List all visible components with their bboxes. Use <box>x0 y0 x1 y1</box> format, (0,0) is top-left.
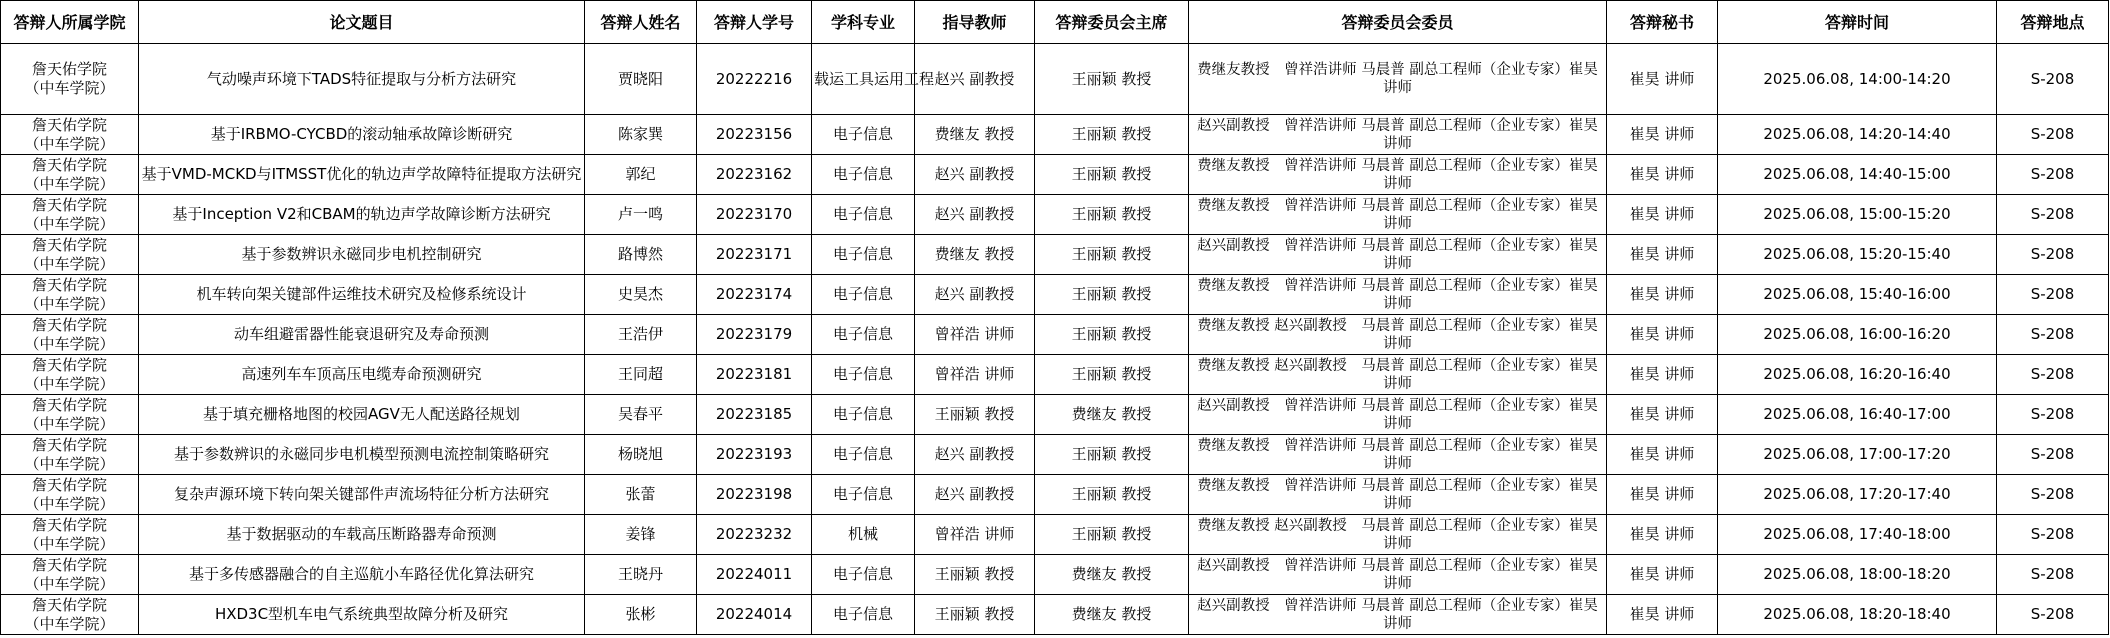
defense-location-cell: S-208 <box>1997 195 2109 235</box>
committee-chair-cell: 王丽颖 教授 <box>1035 235 1189 275</box>
table-row <box>1 555 2109 595</box>
header-cell: 答辩委员会主席 <box>1035 1 1189 44</box>
advisor-cell: 王丽颖 教授 <box>915 555 1035 595</box>
committee-members-cell: 赵兴副教授 曾祥浩讲师 马晨普 副总工程师（企业专家）崔昊讲师 <box>1189 555 1607 595</box>
defense-location-cell: S-208 <box>1997 115 2109 155</box>
secretary-cell: 崔昊 讲师 <box>1607 275 1718 315</box>
defense-time-cell: 2025.06.08, 15:00-15:20 <box>1718 195 1997 235</box>
college-cell: 詹天佑学院 （中车学院） <box>1 315 139 355</box>
student-name-cell: 路博然 <box>585 235 697 275</box>
advisor-cell: 赵兴 副教授 <box>915 44 1035 115</box>
defense-time-cell: 2025.06.08, 14:40-15:00 <box>1718 155 1997 195</box>
college-cell: 詹天佑学院 （中车学院） <box>1 515 139 555</box>
college-cell: 詹天佑学院 （中车学院） <box>1 595 139 635</box>
committee-chair-cell: 王丽颖 教授 <box>1035 315 1189 355</box>
advisor-cell: 赵兴 副教授 <box>915 475 1035 515</box>
header-cell: 答辩时间 <box>1718 1 1997 44</box>
college-cell: 詹天佑学院 （中车学院） <box>1 235 139 275</box>
committee-members-cell: 费继友教授 赵兴副教授 马晨普 副总工程师（企业专家）崔昊讲师 <box>1189 315 1607 355</box>
defense-location-cell: S-208 <box>1997 555 2109 595</box>
table-row <box>1 395 2109 435</box>
defense-location-cell: S-208 <box>1997 155 2109 195</box>
advisor-cell: 费继友 教授 <box>915 115 1035 155</box>
major-cell: 电子信息 <box>812 235 915 275</box>
committee-members-cell: 费继友教授 曾祥浩讲师 马晨普 副总工程师（企业专家）崔昊讲师 <box>1189 475 1607 515</box>
student-id-cell: 20224011 <box>697 555 812 595</box>
college-cell: 詹天佑学院 （中车学院） <box>1 395 139 435</box>
college-cell: 詹天佑学院 （中车学院） <box>1 115 139 155</box>
committee-members-cell: 费继友教授 曾祥浩讲师 马晨普 副总工程师（企业专家）崔昊讲师 <box>1189 435 1607 475</box>
major-cell: 电子信息 <box>812 355 915 395</box>
committee-members-cell: 费继友教授 赵兴副教授 马晨普 副总工程师（企业专家）崔昊讲师 <box>1189 515 1607 555</box>
table-row <box>1 475 2109 515</box>
committee-chair-cell: 王丽颖 教授 <box>1035 195 1189 235</box>
table-row <box>1 195 2109 235</box>
secretary-cell: 崔昊 讲师 <box>1607 595 1718 635</box>
college-cell: 詹天佑学院 （中车学院） <box>1 275 139 315</box>
thesis-title-cell: 机车转向架关键部件运维技术研究及检修系统设计 <box>139 275 585 315</box>
header-cell: 论文题目 <box>139 1 585 44</box>
thesis-title-cell: 基于填充栅格地图的校园AGV无人配送路径规划 <box>139 395 585 435</box>
advisor-cell: 赵兴 副教授 <box>915 195 1035 235</box>
student-id-cell: 20223156 <box>697 115 812 155</box>
major-cell: 电子信息 <box>812 115 915 155</box>
student-name-cell: 王同超 <box>585 355 697 395</box>
table-row <box>1 44 2109 115</box>
header-row <box>1 1 2109 44</box>
header-cell: 学科专业 <box>812 1 915 44</box>
thesis-title-cell: 基于多传感器融合的自主巡航小车路径优化算法研究 <box>139 555 585 595</box>
table-row <box>1 315 2109 355</box>
table-row <box>1 155 2109 195</box>
student-name-cell: 王浩伊 <box>585 315 697 355</box>
defense-time-cell: 2025.06.08, 16:20-16:40 <box>1718 355 1997 395</box>
thesis-title-cell: 气动噪声环境下TADS特征提取与分析方法研究 <box>139 44 585 115</box>
student-id-cell: 20223162 <box>697 155 812 195</box>
student-name-cell: 张彬 <box>585 595 697 635</box>
table-row <box>1 355 2109 395</box>
student-name-cell: 郭纪 <box>585 155 697 195</box>
college-cell: 詹天佑学院 （中车学院） <box>1 155 139 195</box>
thesis-title-cell: 基于参数辨识的永磁同步电机模型预测电流控制策略研究 <box>139 435 585 475</box>
defense-time-cell: 2025.06.08, 17:20-17:40 <box>1718 475 1997 515</box>
table-body <box>1 44 2109 635</box>
defense-location-cell: S-208 <box>1997 355 2109 395</box>
committee-chair-cell: 王丽颖 教授 <box>1035 155 1189 195</box>
student-name-cell: 卢一鸣 <box>585 195 697 235</box>
committee-members-cell: 费继友教授 曾祥浩讲师 马晨普 副总工程师（企业专家）崔昊讲师 <box>1189 195 1607 235</box>
defense-location-cell: S-208 <box>1997 395 2109 435</box>
defense-time-cell: 2025.06.08, 17:40-18:00 <box>1718 515 1997 555</box>
secretary-cell: 崔昊 讲师 <box>1607 515 1718 555</box>
student-id-cell: 20222216 <box>697 44 812 115</box>
secretary-cell: 崔昊 讲师 <box>1607 315 1718 355</box>
major-cell: 电子信息 <box>812 595 915 635</box>
thesis-title-cell: 基于数据驱动的车载高压断路器寿命预测 <box>139 515 585 555</box>
committee-chair-cell: 王丽颖 教授 <box>1035 44 1189 115</box>
advisor-cell: 赵兴 副教授 <box>915 155 1035 195</box>
header-cell: 答辩人学号 <box>697 1 812 44</box>
defense-time-cell: 2025.06.08, 17:00-17:20 <box>1718 435 1997 475</box>
header-cell: 答辩秘书 <box>1607 1 1718 44</box>
major-cell: 电子信息 <box>812 155 915 195</box>
thesis-title-cell: 基于参数辨识永磁同步电机控制研究 <box>139 235 585 275</box>
header-cell: 答辩人姓名 <box>585 1 697 44</box>
committee-chair-cell: 费继友 教授 <box>1035 555 1189 595</box>
table-row <box>1 595 2109 635</box>
committee-members-cell: 赵兴副教授 曾祥浩讲师 马晨普 副总工程师（企业专家）崔昊讲师 <box>1189 395 1607 435</box>
defense-time-cell: 2025.06.08, 16:00-16:20 <box>1718 315 1997 355</box>
student-id-cell: 20223174 <box>697 275 812 315</box>
secretary-cell: 崔昊 讲师 <box>1607 435 1718 475</box>
major-cell: 电子信息 <box>812 475 915 515</box>
major-cell: 电子信息 <box>812 195 915 235</box>
header-cell: 指导教师 <box>915 1 1035 44</box>
committee-chair-cell: 王丽颖 教授 <box>1035 435 1189 475</box>
defense-time-cell: 2025.06.08, 14:20-14:40 <box>1718 115 1997 155</box>
college-cell: 詹天佑学院 （中车学院） <box>1 475 139 515</box>
committee-chair-cell: 王丽颖 教授 <box>1035 115 1189 155</box>
student-name-cell: 贾晓阳 <box>585 44 697 115</box>
committee-members-cell: 费继友教授 赵兴副教授 马晨普 副总工程师（企业专家）崔昊讲师 <box>1189 355 1607 395</box>
thesis-title-cell: 基于IRBMO-CYCBD的滚动轴承故障诊断研究 <box>139 115 585 155</box>
major-cell: 机械 <box>812 515 915 555</box>
committee-chair-cell: 王丽颖 教授 <box>1035 275 1189 315</box>
secretary-cell: 崔昊 讲师 <box>1607 355 1718 395</box>
advisor-cell: 曾祥浩 讲师 <box>915 355 1035 395</box>
student-id-cell: 20223179 <box>697 315 812 355</box>
student-name-cell: 张蕾 <box>585 475 697 515</box>
student-name-cell: 史昊杰 <box>585 275 697 315</box>
major-cell: 电子信息 <box>812 315 915 355</box>
committee-chair-cell: 费继友 教授 <box>1035 595 1189 635</box>
secretary-cell: 崔昊 讲师 <box>1607 395 1718 435</box>
thesis-title-cell: 高速列车车顶高压电缆寿命预测研究 <box>139 355 585 395</box>
table-row <box>1 435 2109 475</box>
advisor-cell: 赵兴 副教授 <box>915 275 1035 315</box>
student-name-cell: 王晓丹 <box>585 555 697 595</box>
student-id-cell: 20224014 <box>697 595 812 635</box>
advisor-cell: 曾祥浩 讲师 <box>915 515 1035 555</box>
secretary-cell: 崔昊 讲师 <box>1607 235 1718 275</box>
committee-chair-cell: 王丽颖 教授 <box>1035 355 1189 395</box>
secretary-cell: 崔昊 讲师 <box>1607 155 1718 195</box>
defense-location-cell: S-208 <box>1997 315 2109 355</box>
committee-members-cell: 赵兴副教授 曾祥浩讲师 马晨普 副总工程师（企业专家）崔昊讲师 <box>1189 115 1607 155</box>
student-id-cell: 20223193 <box>697 435 812 475</box>
defense-time-cell: 2025.06.08, 14:00-14:20 <box>1718 44 1997 115</box>
committee-chair-cell: 费继友 教授 <box>1035 395 1189 435</box>
defense-time-cell: 2025.06.08, 18:20-18:40 <box>1718 595 1997 635</box>
advisor-cell: 赵兴 副教授 <box>915 435 1035 475</box>
college-cell: 詹天佑学院 （中车学院） <box>1 44 139 115</box>
defense-time-cell: 2025.06.08, 15:40-16:00 <box>1718 275 1997 315</box>
defense-location-cell: S-208 <box>1997 235 2109 275</box>
secretary-cell: 崔昊 讲师 <box>1607 555 1718 595</box>
student-id-cell: 20223198 <box>697 475 812 515</box>
college-cell: 詹天佑学院 （中车学院） <box>1 195 139 235</box>
major-cell: 电子信息 <box>812 435 915 475</box>
student-id-cell: 20223181 <box>697 355 812 395</box>
student-id-cell: 20223171 <box>697 235 812 275</box>
secretary-cell: 崔昊 讲师 <box>1607 115 1718 155</box>
defense-location-cell: S-208 <box>1997 515 2109 555</box>
thesis-title-cell: HXD3C型机车电气系统典型故障分析及研究 <box>139 595 585 635</box>
secretary-cell: 崔昊 讲师 <box>1607 44 1718 115</box>
thesis-title-cell: 复杂声源环境下转向架关键部件声流场特征分析方法研究 <box>139 475 585 515</box>
student-name-cell: 姜锋 <box>585 515 697 555</box>
major-cell: 载运工具运用工程 <box>812 44 915 115</box>
advisor-cell: 王丽颖 教授 <box>915 595 1035 635</box>
table-row <box>1 515 2109 555</box>
header-cell: 答辩委员会委员 <box>1189 1 1607 44</box>
secretary-cell: 崔昊 讲师 <box>1607 475 1718 515</box>
committee-chair-cell: 王丽颖 教授 <box>1035 475 1189 515</box>
major-cell: 电子信息 <box>812 555 915 595</box>
advisor-cell: 曾祥浩 讲师 <box>915 315 1035 355</box>
committee-members-cell: 费继友教授 曾祥浩讲师 马晨普 副总工程师（企业专家）崔昊讲师 <box>1189 44 1607 115</box>
table-row <box>1 275 2109 315</box>
student-id-cell: 20223185 <box>697 395 812 435</box>
committee-chair-cell: 王丽颖 教授 <box>1035 515 1189 555</box>
table-row <box>1 115 2109 155</box>
defense-time-cell: 2025.06.08, 16:40-17:00 <box>1718 395 1997 435</box>
header-cell: 答辩地点 <box>1997 1 2109 44</box>
student-id-cell: 20223170 <box>697 195 812 235</box>
defense-time-cell: 2025.06.08, 18:00-18:20 <box>1718 555 1997 595</box>
committee-members-cell: 费继友教授 曾祥浩讲师 马晨普 副总工程师（企业专家）崔昊讲师 <box>1189 155 1607 195</box>
table-row <box>1 235 2109 275</box>
defense-location-cell: S-208 <box>1997 435 2109 475</box>
advisor-cell: 费继友 教授 <box>915 235 1035 275</box>
defense-location-cell: S-208 <box>1997 44 2109 115</box>
committee-members-cell: 赵兴副教授 曾祥浩讲师 马晨普 副总工程师（企业专家）崔昊讲师 <box>1189 595 1607 635</box>
defense-time-cell: 2025.06.08, 15:20-15:40 <box>1718 235 1997 275</box>
defense-location-cell: S-208 <box>1997 475 2109 515</box>
major-cell: 电子信息 <box>812 395 915 435</box>
committee-members-cell: 赵兴副教授 曾祥浩讲师 马晨普 副总工程师（企业专家）崔昊讲师 <box>1189 235 1607 275</box>
advisor-cell: 王丽颖 教授 <box>915 395 1035 435</box>
defense-location-cell: S-208 <box>1997 275 2109 315</box>
secretary-cell: 崔昊 讲师 <box>1607 195 1718 235</box>
student-name-cell: 杨晓旭 <box>585 435 697 475</box>
defense-location-cell: S-208 <box>1997 595 2109 635</box>
major-cell: 电子信息 <box>812 275 915 315</box>
student-name-cell: 吴春平 <box>585 395 697 435</box>
college-cell: 詹天佑学院 （中车学院） <box>1 555 139 595</box>
student-name-cell: 陈家巽 <box>585 115 697 155</box>
college-cell: 詹天佑学院 （中车学院） <box>1 355 139 395</box>
thesis-title-cell: 基于Inception V2和CBAM的轨边声学故障诊断方法研究 <box>139 195 585 235</box>
committee-members-cell: 费继友教授 曾祥浩讲师 马晨普 副总工程师（企业专家）崔昊讲师 <box>1189 275 1607 315</box>
thesis-title-cell: 基于VMD-MCKD与ITMSST优化的轨边声学故障特征提取方法研究 <box>139 155 585 195</box>
college-cell: 詹天佑学院 （中车学院） <box>1 435 139 475</box>
header-cell: 答辩人所属学院 <box>1 1 139 44</box>
thesis-title-cell: 动车组避雷器性能衰退研究及寿命预测 <box>139 315 585 355</box>
student-id-cell: 20223232 <box>697 515 812 555</box>
